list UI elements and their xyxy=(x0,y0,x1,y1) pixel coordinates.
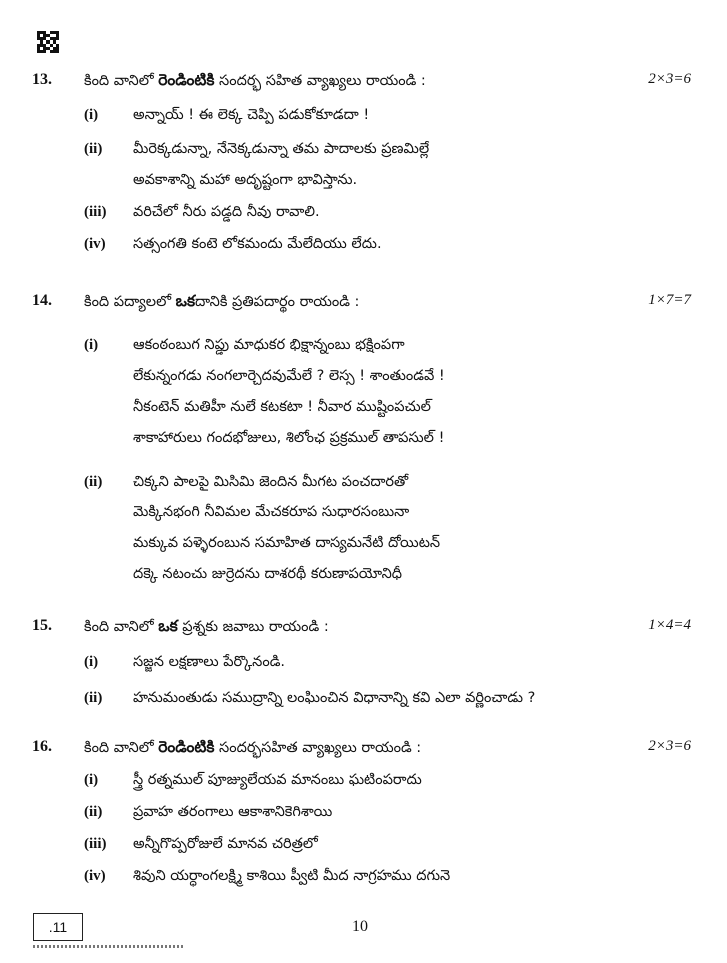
item-line: హనుమంతుడు సముద్రాన్ని లంఘించిన విధానాన్ని కవి ఎలా వర్ణించాడు ? xyxy=(133,690,536,706)
item-line: దక్కె నటంచు జుర్రెదను దాశరథీ కరుణాపయోనిధీ xyxy=(133,566,403,582)
item-line: లేకున్నంగడు నంగలార్చెదవుమేలే ? లెస్స ! శాంతుండవే ! xyxy=(133,368,445,384)
question-marks: 2×3=6 xyxy=(648,738,691,754)
question-number: 15. xyxy=(32,617,52,634)
paper-code-box: .11 xyxy=(33,913,83,941)
question-number: 16. xyxy=(32,738,52,755)
question-marks: 1×4=4 xyxy=(648,617,691,633)
item-label: (i) xyxy=(84,654,99,670)
item-label: (i) xyxy=(84,337,99,353)
item-label: (iv) xyxy=(84,236,106,252)
item-label: (i) xyxy=(84,772,99,788)
page-number: 10 xyxy=(352,918,368,935)
item-label: (iii) xyxy=(84,836,107,852)
question-marks: 1×7=7 xyxy=(648,292,691,308)
item-line: ప్రవాహ తరంగాలు ఆకాశానికెగిశాయి xyxy=(133,804,333,820)
question-instruction: కింది వానిలో ఒక ప్రశ్నకు జవాబు రాయండి : xyxy=(84,617,329,635)
item-line: ఆకంఠంబుగ నిప్డు మాధుకర భిక్షాన్నంబు భక్షింపగా xyxy=(133,337,405,353)
question-marks: 2×3=6 xyxy=(648,71,691,87)
question-instruction: కింది వానిలో రెండింటికి సందర్భ సహిత వ్యాఖ్యలు రాయండి : xyxy=(84,71,426,89)
item-line: చిక్కని పాలపై మిసిమి జెందిన మీగట పంచదారతో xyxy=(133,474,409,490)
item-line: అన్నాయ్ ! ఈ లెక్క చెప్పి పడుకోకూడదా ! xyxy=(133,107,370,123)
item-label: (ii) xyxy=(84,141,103,157)
footer-barcode-stripe xyxy=(33,945,183,948)
item-line: వరిచేలో నీరు పడ్డది నీవు రావాలి. xyxy=(133,204,320,220)
item-label: (ii) xyxy=(84,474,103,490)
question-number: 13. xyxy=(32,71,52,88)
item-line: శివుని యర్ధాంగలక్ష్మి కాశియి ప్వీటి మీద నాగ్రహము దగునె xyxy=(133,868,451,884)
item-label: (ii) xyxy=(84,804,103,820)
item-line: అన్నీగొప్పరోజులే మానవ చరిత్రలో xyxy=(133,836,318,852)
item-line: మక్కువ పళ్ళెరంబున సమాహిత దాస్యమనేటి దోయిటన్ xyxy=(133,535,441,551)
item-line: స్త్రీ రత్నముల్ పూజ్యులేయవ మానంబు ఘటింపరాదు xyxy=(133,772,422,788)
question-instruction: కింది వానిలో రెండింటికి సందర్భసహిత వ్యాఖ్యలు రాయండి : xyxy=(84,738,422,756)
question-instruction: కింది పద్యాలలో ఒకదానికి ప్రతిపదార్థం రాయండి : xyxy=(84,292,360,310)
item-line: అవకాశాన్ని మహా అదృష్టంగా భావిస్తాను. xyxy=(133,172,358,188)
item-line: మీరెక్కడున్నా, నేనెక్కడున్నా తమ పాదాలకు ప్రణమిల్లే xyxy=(133,141,430,157)
item-line: సత్సంగతి కంటె లోకమందు మేలేదియు లేదు. xyxy=(133,236,382,252)
item-line: సజ్జన లక్షణాలు పేర్కొనండి. xyxy=(133,654,286,670)
item-line: నీకంటెన్ మతిహీ నులే కటకటా ! నీవార ముష్టింపచుల్ xyxy=(133,399,431,415)
question-number: 14. xyxy=(32,292,52,309)
item-label: (iv) xyxy=(84,868,106,884)
item-label: (ii) xyxy=(84,690,103,706)
item-label: (iii) xyxy=(84,204,107,220)
item-label: (i) xyxy=(84,107,99,123)
qr-code xyxy=(37,31,59,53)
item-line: శాకాహారులు గందభోజులు, శిలోంఛ ప్రక్రముల్ తాపసుల్ ! xyxy=(133,430,445,446)
item-line: మెక్కినభంగి నీవిమల మేచకరూప సుధారసంబునా xyxy=(133,504,410,520)
